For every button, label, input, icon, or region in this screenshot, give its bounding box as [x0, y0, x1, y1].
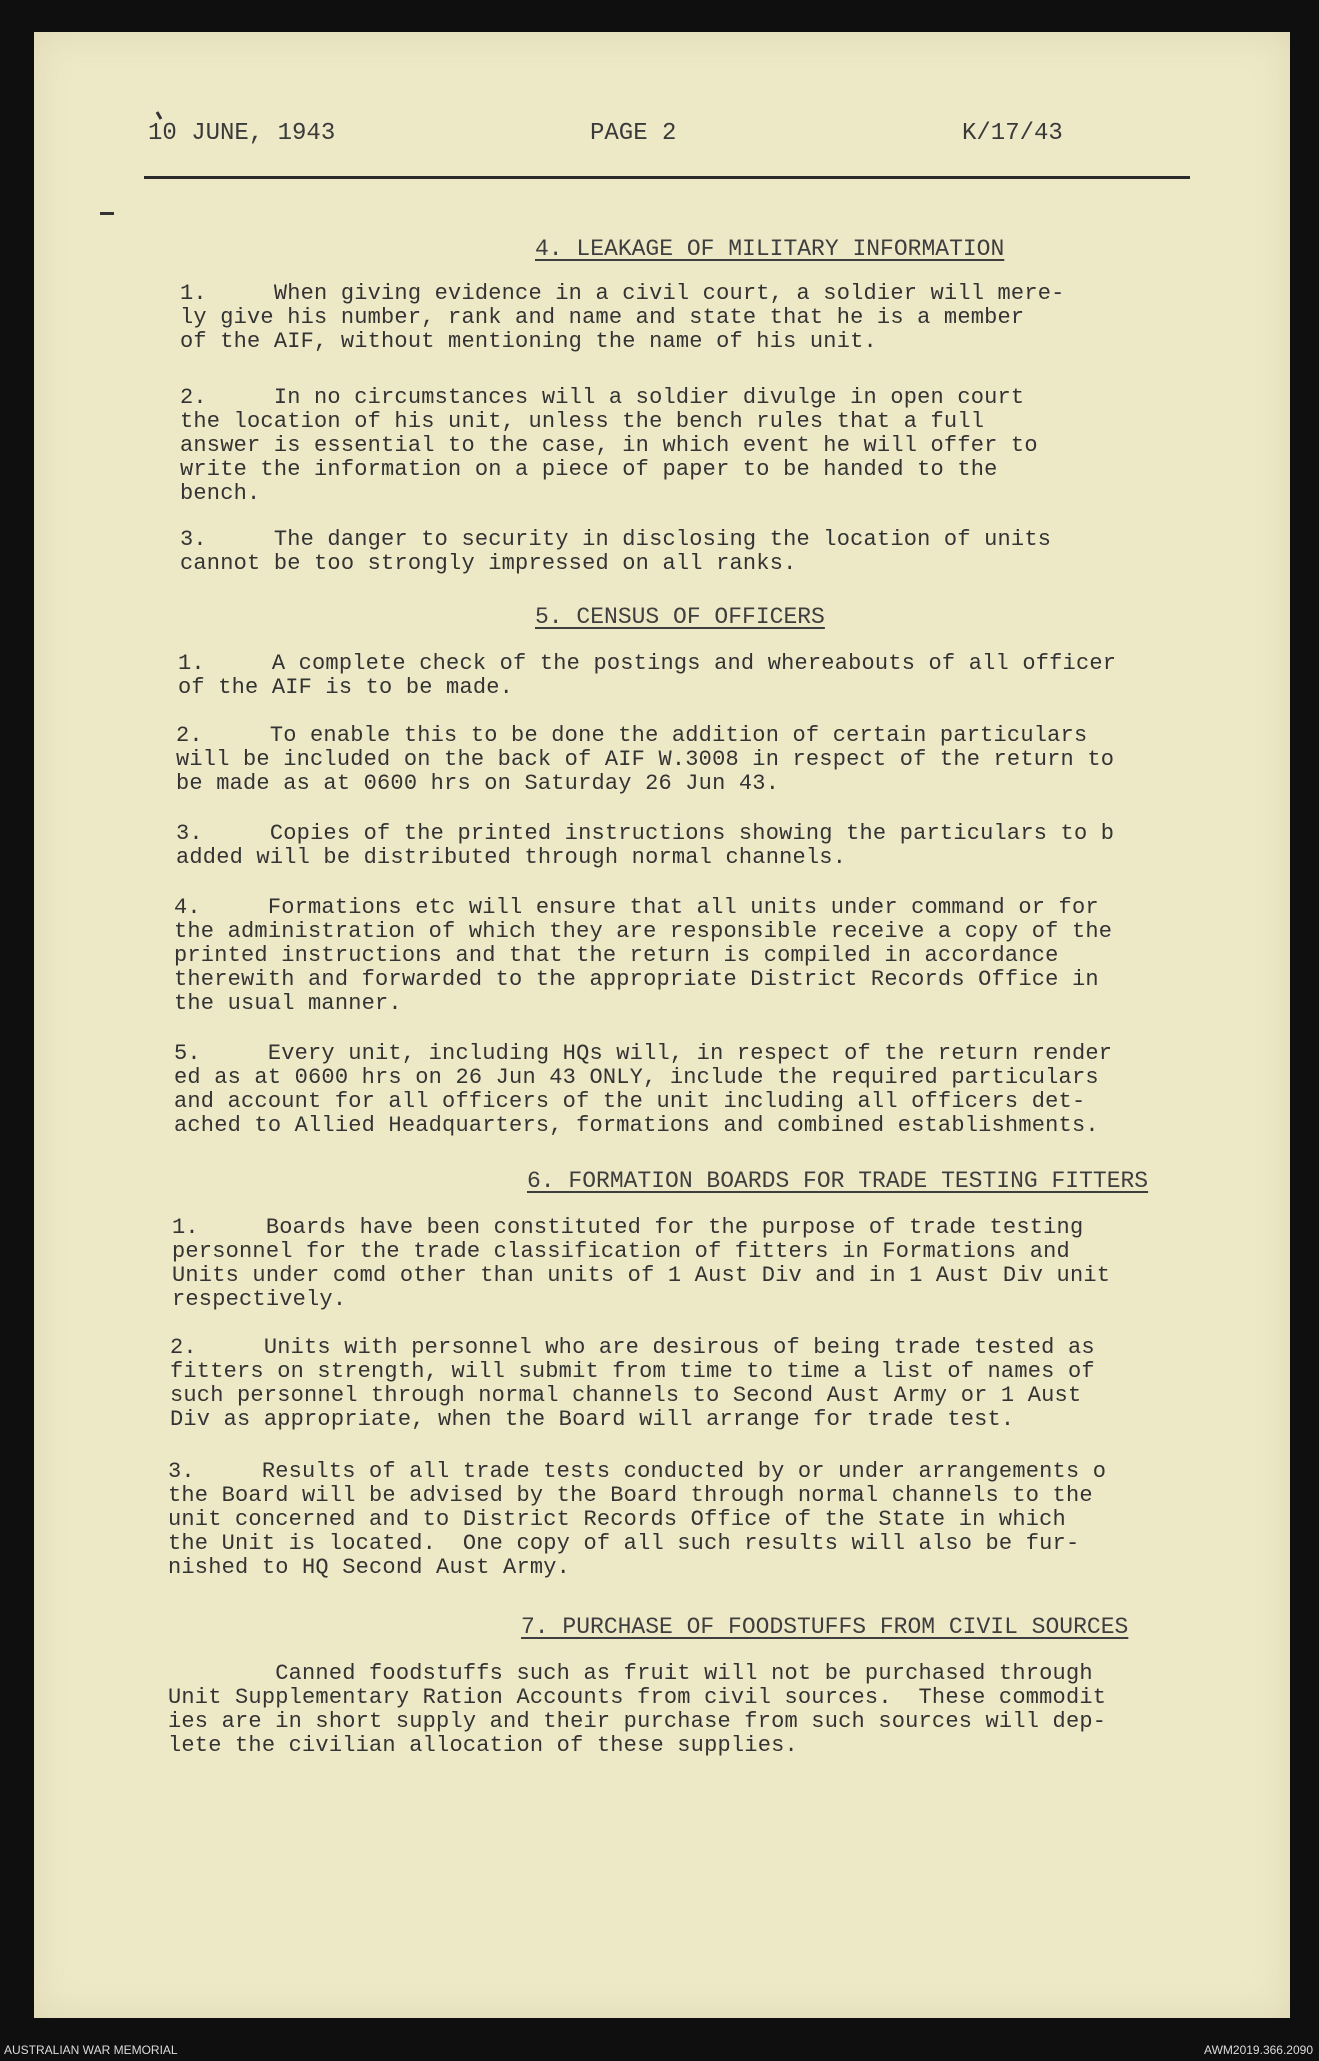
header-rule — [144, 176, 1190, 179]
punch-mark — [100, 212, 114, 215]
section-5-title: 5. CENSUS OF OFFICERS — [535, 604, 825, 630]
section-7-paragraph-1: Canned foodstuffs such as fruit will not be purchased through Unit Supplementary Ration Accounts from civil sources. These commodit ies are in short supply and their purchase from such sources will dep- lete the civilian allocation of these supplies. — [168, 1661, 1107, 1758]
section-5-paragraph-2: 2. To enable this to be done the addition of certain particulars will be included on the back of AIF W.3008 in respect of the return to be made as at 0600 hrs on Saturday 26 Jun 43. — [176, 723, 1115, 796]
section-5-paragraph-4: 4. Formations etc will ensure that all units under command or for the administration of which they are responsible receive a copy of the printed instructions and that the return is compiled in accordance therewith and forwarded to the appropriate District Records Office in the usual manner. — [174, 895, 1113, 1016]
section-6-paragraph-1: 1. Boards have been constituted for the purpose of trade testing personnel for the trade classification of fitters in Formations and Units under comd other than units of 1 Aust Div and in 1 Aust Div unit respectively. — [172, 1215, 1111, 1312]
section-4-paragraph-2: 2. In no circumstances will a soldier divulge in open court the location of his unit, unless the bench rules that a full answer is essential to the case, in which event he will offer to write the information on a piece of paper to be handed to the bench. — [180, 385, 1038, 506]
section-4-title: 4. LEAKAGE OF MILITARY INFORMATION — [535, 236, 1005, 262]
section-7-title: 7. PURCHASE OF FOODSTUFFS FROM CIVIL SOURCES — [521, 1614, 1129, 1640]
section-4-paragraph-1: 1. When giving evidence in a civil court, a soldier will mere- ly give his number, rank and name and state that he is a member of the AIF, without mentioning the name of his unit. — [180, 281, 1065, 354]
footer-archive-id: AWM2019.366.2090 — [1204, 2043, 1313, 2057]
footer-archive-name: AUSTRALIAN WAR MEMORIAL — [4, 2043, 178, 2057]
section-6-paragraph-3: 3. Results of all trade tests conducted by or under arrangements o the Board will be advised by the Board through normal channels to the unit concerned and to District Records Office of the State in which the Unit is located. One copy of all such results will also be fur- nished to HQ Second Aust Army. — [168, 1459, 1107, 1580]
section-5-paragraph-3: 3. Copies of the printed instructions showing the particulars to b added will be distributed through normal channels. — [176, 821, 1115, 870]
section-5-paragraph-1: 1. A complete check of the postings and whereabouts of all officer of the AIF is to be made. — [178, 651, 1117, 700]
section-6-title: 6. FORMATION BOARDS FOR TRADE TESTING FITTERS — [527, 1168, 1149, 1194]
section-4-paragraph-3: 3. The danger to security in disclosing the location of units cannot be too strongly impressed on all ranks. — [180, 527, 1052, 576]
header-page-number: PAGE 2 — [590, 120, 677, 147]
section-6-paragraph-2: 2. Units with personnel who are desirous of being trade tested as fitters on strength, will submit from time to time a list of names of such personnel through normal channels to Second Aust Army or 1 Aust Div as appropriate, when the Board will arrange for trade test. — [170, 1335, 1095, 1432]
header-reference: K/17/43 — [962, 120, 1063, 147]
header-date: 10 JUNE, 1943 — [148, 120, 336, 147]
section-5-paragraph-5: 5. Every unit, including HQs will, in respect of the return render ed as at 0600 hrs on 26 Jun 43 ONLY, include the required particulars and account for all officers of the unit including all officers det- ached to Allied Headquarters, formations and combined establishments. — [174, 1041, 1113, 1138]
